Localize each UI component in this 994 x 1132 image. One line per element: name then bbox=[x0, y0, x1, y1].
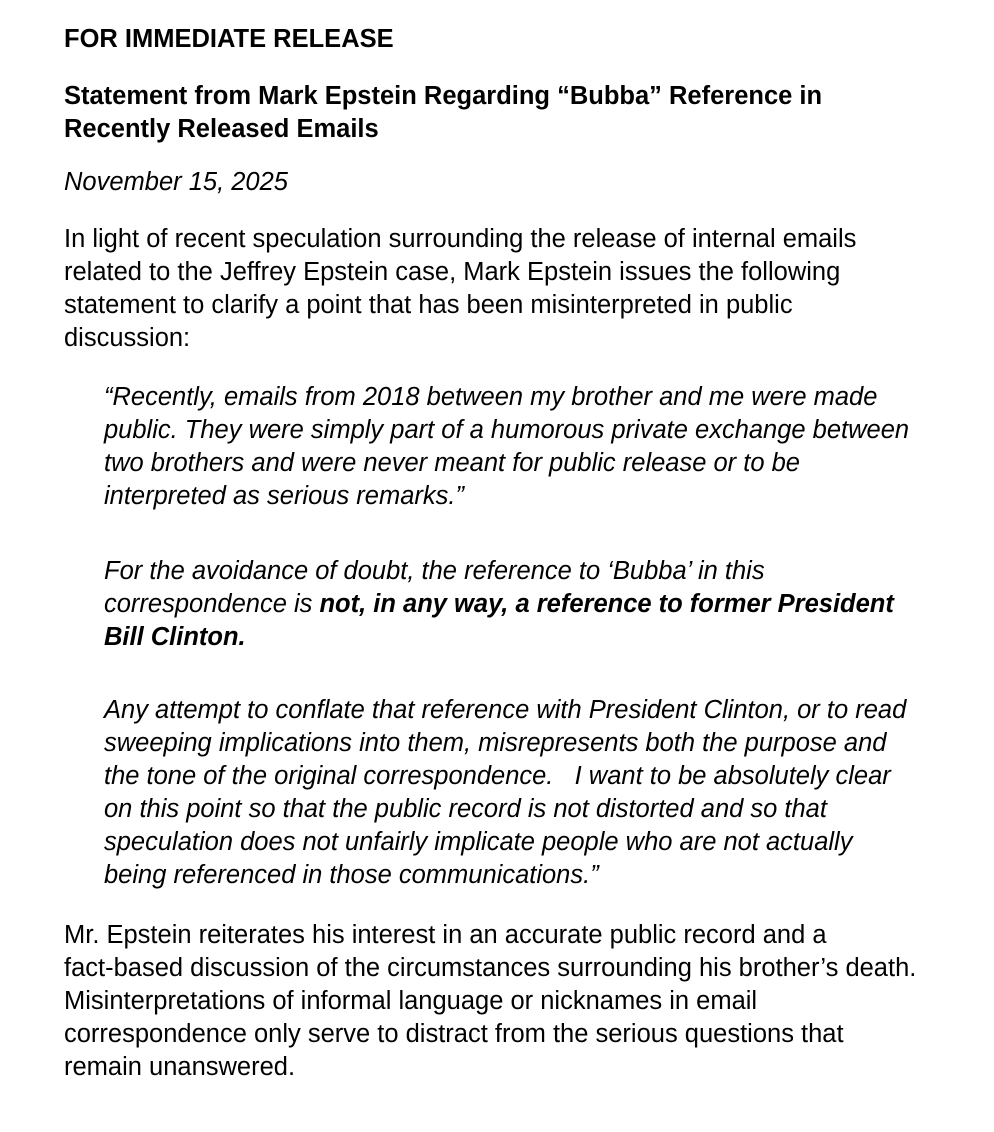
text-line bbox=[104, 621, 934, 654]
text-line: on this point so that the public record is not distorted and so that bbox=[104, 795, 827, 823]
bold-text-segment: not, in any way, a reference to former President bbox=[319, 590, 894, 618]
text-line: For the avoidance of doubt, the reference to ‘Bubba’ in this bbox=[104, 557, 765, 585]
text-line: correspondence only serve to distract from the serious questions that bbox=[64, 1020, 844, 1048]
text-line: Statement from Mark Epstein Regarding “Bubba” Reference in bbox=[64, 82, 823, 110]
text-line: “Recently, emails from 2018 between my brother and me were made bbox=[104, 383, 878, 411]
text-line: Any attempt to conflate that reference with President Clinton, or to read bbox=[104, 696, 907, 724]
date-line: November 15, 2025 bbox=[64, 168, 288, 196]
document-title bbox=[64, 80, 934, 146]
text-line: the tone of the original correspondence. I want to be absolutely clear bbox=[104, 762, 891, 790]
text-line: sweeping implications into them, misrepresents both the purpose and bbox=[104, 729, 887, 757]
text-line: public. They were simply part of a humorous private exchange between bbox=[104, 416, 910, 444]
bold-text-segment: Bill Clinton. bbox=[104, 623, 246, 651]
text-line: related to the Jeffrey Epstein case, Mark Epstein issues the following bbox=[64, 258, 841, 286]
text-line: In light of recent speculation surrounding the release of internal emails bbox=[64, 225, 857, 253]
text-line: Recently Released Emails bbox=[64, 115, 379, 143]
quote-paragraph-2 bbox=[104, 555, 934, 654]
text-line: discussion: bbox=[64, 324, 191, 352]
release-line: FOR IMMEDIATE RELEASE bbox=[64, 25, 394, 53]
quote-paragraph-1 bbox=[104, 381, 934, 513]
text-line: fact-based discussion of the circumstances surrounding his brother’s death. bbox=[64, 954, 917, 982]
text-line: Mr. Epstein reiterates his interest in an accurate public record and a bbox=[64, 921, 827, 949]
text-segment: correspondence is bbox=[104, 590, 320, 618]
closing-paragraph bbox=[64, 919, 934, 1084]
intro-paragraph bbox=[64, 223, 934, 355]
text-line: being referenced in those communications.” bbox=[104, 861, 599, 889]
text-line: statement to clarify a point that has been misinterpreted in public bbox=[64, 291, 793, 319]
text-line: speculation does not unfairly implicate people who are not actually bbox=[104, 828, 853, 856]
text-line: Misinterpretations of informal language or nicknames in email bbox=[64, 987, 758, 1015]
text-line: interpreted as serious remarks.” bbox=[104, 482, 464, 510]
quote-paragraph-3 bbox=[104, 694, 934, 892]
text-line: remain unanswered. bbox=[64, 1053, 296, 1081]
text-line bbox=[104, 588, 934, 621]
text-line: two brothers and were never meant for public release or to be bbox=[104, 449, 800, 477]
